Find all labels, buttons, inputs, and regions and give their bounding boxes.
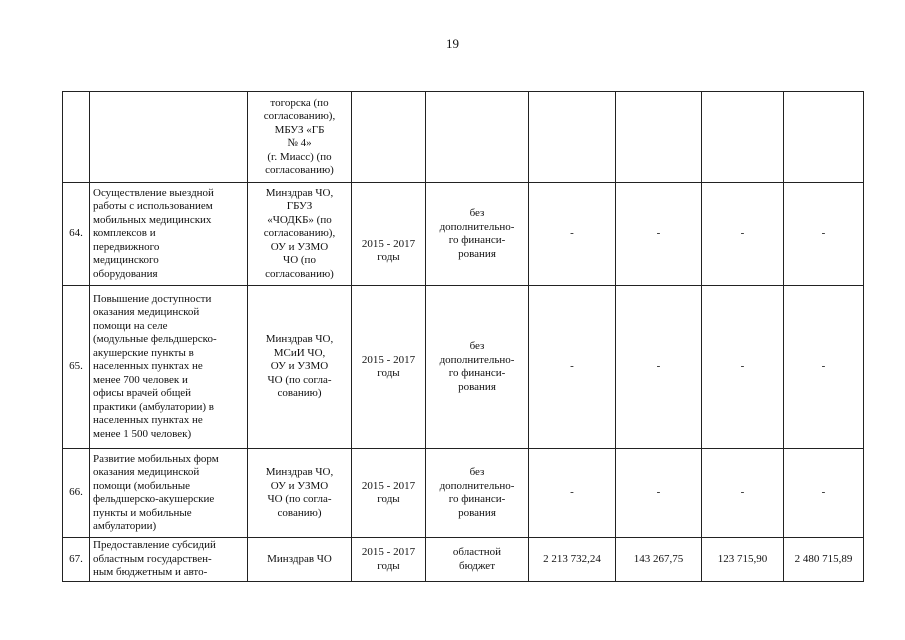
measure-description: Развитие мобильных форм оказания медицинской помощи (мобильные фельдшерско-акушерские пункты и мобильные амбулатории) <box>90 449 248 538</box>
table-row-64 <box>63 183 864 286</box>
measure-description <box>90 92 248 183</box>
table-row-67 <box>63 538 864 582</box>
table-row-continuation <box>63 92 864 183</box>
value-2015: 2 213 732,24 <box>529 538 616 582</box>
measure-description: Предоставление субсидий областным государствен- ным бюджетным и авто- <box>90 538 248 582</box>
value-2016: - <box>616 449 702 538</box>
page-number: 19 <box>446 36 459 51</box>
value-total: - <box>784 449 864 538</box>
funding-source-cell <box>426 92 529 183</box>
row-number: 67. <box>63 538 90 582</box>
value-2017: - <box>702 183 784 286</box>
executor-cell: Минздрав ЧО, ОУ и УЗМО ЧО (по согла- сованию) <box>248 449 352 538</box>
value-2016: - <box>616 286 702 449</box>
funding-source-cell: без дополнительно- го финанси- рования <box>426 183 529 286</box>
value-2017: 123 715,90 <box>702 538 784 582</box>
period-cell: 2015 - 2017 годы <box>352 286 426 449</box>
funding-source-cell: без дополнительно- го финанси- рования <box>426 286 529 449</box>
row-number: 66. <box>63 449 90 538</box>
funding-source-cell: без дополнительно- го финанси- рования <box>426 449 529 538</box>
value-2016 <box>616 92 702 183</box>
period-cell: 2015 - 2017 годы <box>352 183 426 286</box>
value-2016: - <box>616 183 702 286</box>
value-2016: 143 267,75 <box>616 538 702 582</box>
value-total <box>784 92 864 183</box>
row-number: 64. <box>63 183 90 286</box>
value-2015 <box>529 92 616 183</box>
value-2017: - <box>702 449 784 538</box>
value-total: 2 480 715,89 <box>784 538 864 582</box>
value-total: - <box>784 286 864 449</box>
measure-description: Осуществление выездной работы с использованием мобильных медицинских комплексов и передвижного медицинского оборудования <box>90 183 248 286</box>
period-cell <box>352 92 426 183</box>
table-row-66 <box>63 449 864 538</box>
value-2017: - <box>702 286 784 449</box>
executor-cell: Минздрав ЧО <box>248 538 352 582</box>
value-2017 <box>702 92 784 183</box>
measure-description: Повышение доступности оказания медицинской помощи на селе (модульные фельдшерско- акушерские пункты в населенных пунктах не менее 700 человек и офисы врачей общей практики (амбулатории) в населенных пунктах не менее 1 500 человек) <box>90 286 248 449</box>
table-row-65 <box>63 286 864 449</box>
value-total: - <box>784 183 864 286</box>
value-2015: - <box>529 449 616 538</box>
row-number: 65. <box>63 286 90 449</box>
funding-source-cell: областной бюджет <box>426 538 529 582</box>
row-number <box>63 92 90 183</box>
value-2015: - <box>529 183 616 286</box>
period-cell: 2015 - 2017 годы <box>352 538 426 582</box>
period-cell: 2015 - 2017 годы <box>352 449 426 538</box>
value-2015: - <box>529 286 616 449</box>
measures-table <box>62 91 864 582</box>
executor-cell: тогорска (по согласованию), МБУЗ «ГБ № 4» (г. Миасс) (по согласованию) <box>248 92 352 183</box>
executor-cell: Минздрав ЧО, МСиИ ЧО, ОУ и УЗМО ЧО (по согла- сованию) <box>248 286 352 449</box>
executor-cell: Минздрав ЧО, ГБУЗ «ЧОДКБ» (по согласованию), ОУ и УЗМО ЧО (по согласованию) <box>248 183 352 286</box>
